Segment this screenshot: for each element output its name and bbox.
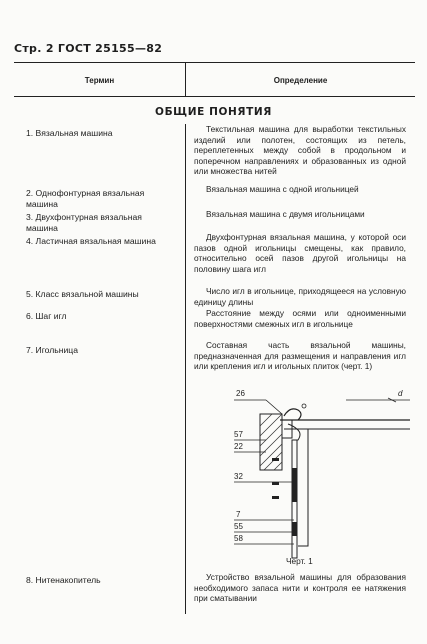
definition-5: Число игл в игольнице, приходящееся на условную единицу длины — [194, 286, 406, 307]
definition-2: Вязальная машина с одной игольницей — [206, 184, 359, 194]
term-7: 7. Игольница — [26, 345, 79, 355]
page-header: Стр. 2 ГОСТ 25155—82 — [14, 42, 163, 55]
needle-bed-drawing — [222, 384, 412, 568]
figure-caption: Черт. 1 — [286, 556, 313, 566]
body-column-divider — [185, 124, 186, 614]
figure-label-7: 7 — [236, 510, 241, 519]
column-header-term: Термин — [84, 76, 115, 85]
term-6: 6. Шаг игл — [26, 311, 67, 321]
column-header-definition: Определение — [273, 76, 328, 85]
term-4: 4. Ластичная вязальная машина — [26, 236, 156, 246]
section-title: ОБЩИЕ ПОНЯТИЯ — [155, 106, 272, 118]
term-1: 1. Вязальная машина — [26, 128, 113, 138]
term-2: 2. Однофонтурная вязальная машина — [26, 188, 145, 209]
figure-label-32: 32 — [234, 472, 243, 481]
figure-needle-bed — [222, 384, 412, 568]
figure-label-57: 57 — [234, 430, 243, 439]
term-3: 3. Двухфонтурная вязальная машина — [26, 212, 142, 233]
table-top-rule — [14, 62, 415, 63]
definition-3: Вязальная машина с двумя игольницами — [206, 209, 365, 219]
figure-label-26: 26 — [236, 389, 245, 398]
definition-8: Устройство вязальной машины для образования необходимого запаса нити и контроля ее натяжения при сматывании — [194, 572, 406, 604]
figure-label-22: 22 — [234, 442, 243, 451]
figure-label-58: 58 — [234, 534, 243, 543]
definition-6: Расстояние между осями или одноименными поверхностями смежных игл в игольнице — [194, 308, 406, 329]
table-header-bottom-rule — [14, 96, 415, 97]
definition-1: Текстильная машина для выработки текстильных изделий или полотен, состоящих из петель, переплетенных между собой в продольном и поперечном направлениях и образованных из одной или множества нитей — [194, 124, 406, 177]
definition-7: Составная часть вязальной машины, предназначенная для размещения и направления игл или крепления игл и игольных плиток (черт. 1) — [194, 340, 406, 372]
figure-label-d: d — [398, 389, 403, 398]
term-5: 5. Класс вязальной машины — [26, 289, 139, 299]
definition-4: Двухфонтурная вязальная машина, у которой оси пазов одной игольницы смещены, как правило, относительно осей пазов другой игольницы на половину шага игл — [194, 232, 406, 274]
term-8: 8. Нитенакопитель — [26, 575, 101, 585]
figure-label-55: 55 — [234, 522, 243, 531]
